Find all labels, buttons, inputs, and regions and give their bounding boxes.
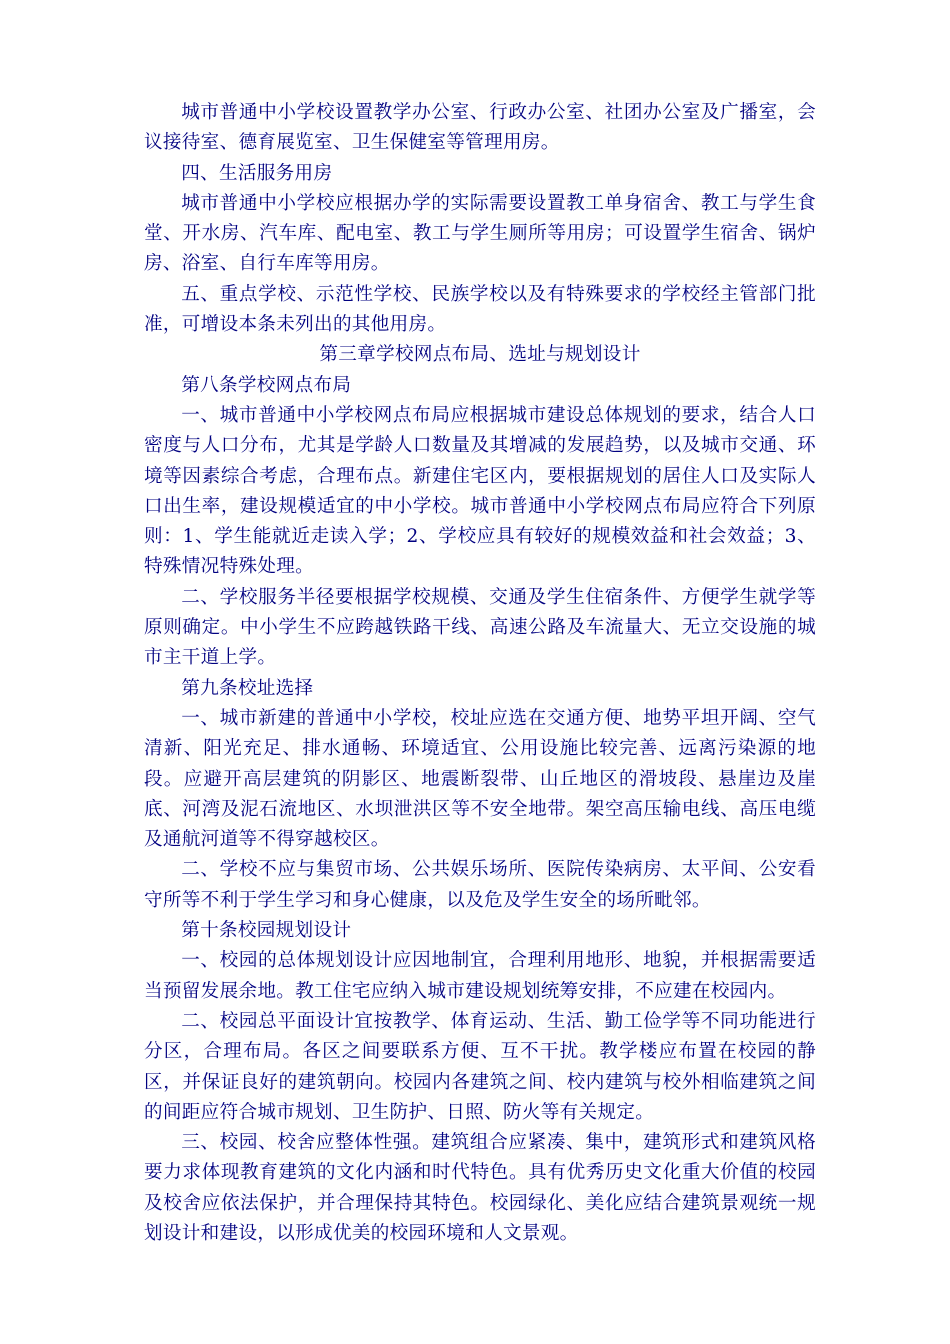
article-9-item-2: 二、学校不应与集贸市场、公共娱乐场所、医院传染病房、太平间、公安看守所等不利于学生学习和身心健康，以及危及学生安全的场所毗邻。 [144,859,816,911]
article-8-item-2: 二、学校服务半径要根据学校规模、交通及学生住宿条件、方便学生就学等原则确定。中小学生不应跨越铁路干线、高速公路及车流量大、无立交设施的城市主干道上学。 [144,586,816,669]
article-10-heading: 第十条校园规划设计 [181,920,352,942]
heading-living-service-rooms: 四、生活服务用房 [181,162,333,184]
article-10-item-3: 三、校园、校舍应整体性强。建筑组合应紧凑、集中，建筑形式和建筑风格要力求体现教育建筑的文化内涵和时代特色。具有优秀历史文化重大价值的校园及校舍应依法保护，并合理保持其特色。校园绿化、美化应结合建筑景观统一规划设计和建设，以形成优美的校园环境和人文景观。 [144,1132,816,1244]
article-10-item-1: 一、校园的总体规划设计应因地制宜，合理利用地形、地貌，并根据需要适当预留发展余地。教工住宅应纳入城市建设规划统筹安排，不应建在校园内。 [144,950,816,1002]
document-page [144,98,816,1249]
article-9-item-1: 一、城市新建的普通中小学校，校址应选在交通方便、地势平坦开阔、空气清新、阳光充足、排水通畅、环境适宜、公用设施比较完善、远离污染源的地段。应避开高层建筑的阴影区、地震断裂带、山丘地区的滑坡段、悬崖边及崖底、河湾及泥石流地区、水坝泄洪区等不安全地带。架空高压输电线、高压电缆及通航河道等不得穿越校区。 [144,707,816,851]
chapter-title: 第三章学校网点布局、选址与规划设计 [319,344,641,366]
article-9-heading: 第九条校址选择 [181,677,314,699]
article-10-item-2: 二、校园总平面设计宜按教学、体育运动、生活、勤工俭学等不同功能进行分区，合理布局。各区之间要联系方便、互不干扰。教学楼应布置在校园的静区，并保证良好的建筑朝向。校园内各建筑之间、校内建筑与校外相临建筑之间的间距应符合城市规划、卫生防护、日照、防火等有关规定。 [144,1010,816,1123]
paragraph-admin-rooms: 城市普通中小学校设置教学办公室、行政办公室、社团办公室及广播室，会议接待室、德育展览室、卫生保健室等管理用房。 [144,102,816,154]
article-8-item-1: 一、城市普通中小学校网点布局应根据城市建设总体规划的要求，结合人口密度与人口分布，尤其是学龄人口数量及其增减的发展趋势，以及城市交通、环境等因素综合考虑，合理布点。新建住宅区内，要根据规划的居住人口及实际人口出生率，建设规模适宜的中小学校。城市普通中小学校网点布局应符合下列原则：1、学生能就近走读入学；2、学校应具有较好的规模效益和社会效益；3、特殊情况特殊处理。 [144,404,816,578]
article-8-heading: 第八条学校网点布局 [181,374,352,396]
paragraph-living-service-rooms: 城市普通中小学校应根据办学的实际需要设置教工单身宿舍、教工与学生食堂、开水房、汽车库、配电室、教工与学生厕所等用房；可设置学生宿舍、锅炉房、浴室、自行车库等用房。 [144,192,816,275]
paragraph-special-schools: 五、重点学校、示范性学校、民族学校以及有特殊要求的学校经主管部门批准，可增设本条未列出的其他用房。 [144,283,816,336]
